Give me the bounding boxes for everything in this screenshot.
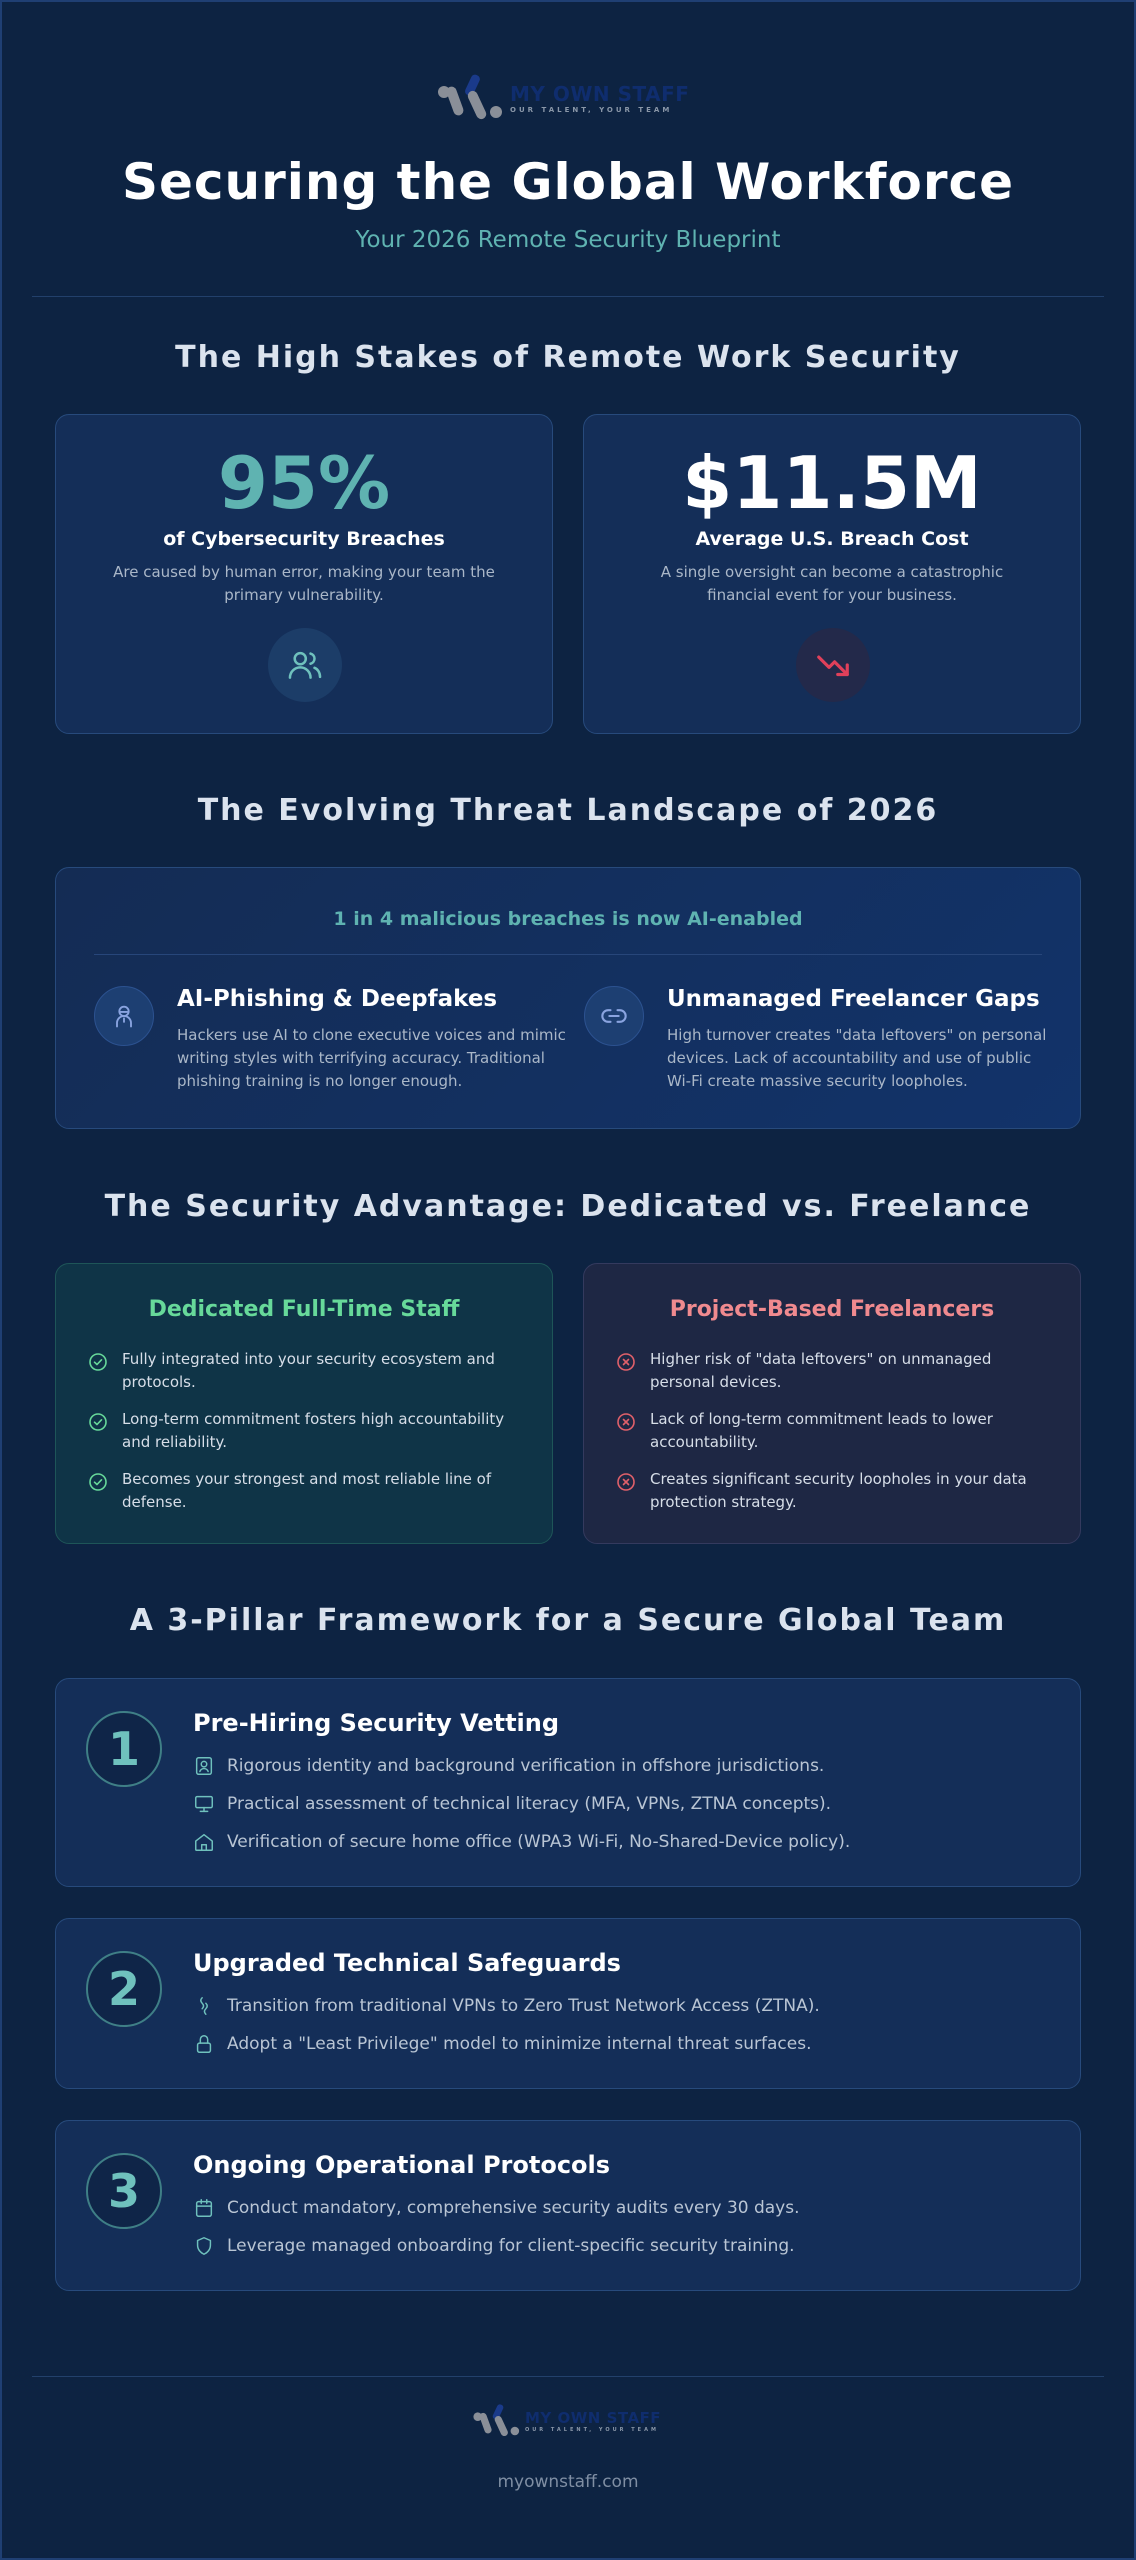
check-circle-icon	[88, 1352, 108, 1372]
footer-logo	[472, 2400, 661, 2442]
pillar-item-text: Adopt a "Least Privilege" model to minimize internal threat surfaces.	[227, 2034, 812, 2054]
list-item-text: Becomes your strongest and most reliable line of defense.	[122, 1470, 492, 1511]
brand-name: MY OWN STAFF	[525, 2409, 662, 2427]
freelance-title: Project-Based Freelancers	[669, 1297, 995, 1322]
pillar-title: Pre-Hiring Security Vetting	[193, 1709, 560, 1737]
pillar-item	[193, 2197, 1060, 2219]
stat-card-breaches	[55, 414, 553, 734]
list-item-text: Long-term commitment fosters high accountability and reliability.	[122, 1410, 505, 1451]
pillar-card-3	[55, 2120, 1081, 2291]
pillar-title: Upgraded Technical Safeguards	[193, 1949, 621, 1977]
id-badge-icon	[193, 1755, 215, 1777]
link-icon	[584, 986, 644, 1046]
list-item-text: Higher risk of "data leftovers" on unmanaged personal devices.	[650, 1350, 992, 1391]
pillar-card-1	[55, 1678, 1081, 1887]
list-item	[616, 1348, 1050, 1394]
divider	[32, 296, 1104, 297]
freelancers-card	[583, 1263, 1081, 1544]
pillar-number: 1	[86, 1711, 162, 1787]
pillar-item	[193, 1755, 1060, 1777]
brand-name: MY OWN STAFF	[510, 82, 690, 106]
list-item	[616, 1468, 1050, 1514]
divider	[94, 954, 1042, 955]
list-item-text: Creates significant security loopholes in your data protection strategy.	[650, 1470, 1027, 1511]
threats-heading: The Evolving Threat Landscape of 2026	[197, 793, 939, 828]
brand-tagline: OUR TALENT, YOUR TEAM	[525, 2427, 659, 2433]
pillar-item-text: Verification of secure home office (WPA3 Wi-Fi, No-Shared-Device policy).	[227, 1832, 851, 1852]
threat-title: AI-Phishing & Deepfakes	[177, 986, 498, 1012]
pillar-item	[193, 1793, 1060, 1815]
stat-value: $11.5M	[682, 441, 982, 525]
calendar-icon	[193, 2197, 215, 2219]
list-item-text: Lack of long-term commitment leads to lower accountability.	[650, 1410, 993, 1451]
lock-icon	[193, 2033, 215, 2055]
list-item-text: Fully integrated into your security ecosystem and protocols.	[122, 1350, 495, 1391]
stat-description: Are caused by human error, making your team the primary vulnerability.	[113, 563, 495, 604]
logo-mark-icon	[436, 70, 506, 126]
shield-icon	[193, 2235, 215, 2257]
pillar-item	[193, 1831, 1060, 1853]
network-icon	[193, 1995, 215, 2017]
list-item	[88, 1408, 522, 1454]
ai-breach-highlight: 1 in 4 malicious breaches is now AI-enabled	[333, 908, 803, 930]
pillar-number: 2	[86, 1951, 162, 2027]
pillar-item-text: Practical assessment of technical literacy (MFA, VPNs, ZTNA concepts).	[227, 1794, 832, 1814]
framework-heading: A 3-Pillar Framework for a Secure Global Team	[129, 1603, 1007, 1638]
check-circle-icon	[88, 1472, 108, 1492]
list-item	[88, 1348, 522, 1394]
list-item	[88, 1468, 522, 1514]
divider	[32, 2376, 1104, 2377]
logo-mark-icon	[472, 2400, 522, 2442]
page-subtitle: Your 2026 Remote Security Blueprint	[355, 227, 781, 253]
hacker-icon	[94, 986, 154, 1046]
brand-tagline: OUR TALENT, YOUR TEAM	[510, 106, 673, 114]
pillar-card-2	[55, 1918, 1081, 2089]
pillar-item-text: Conduct mandatory, comprehensive security audits every 30 days.	[227, 2198, 800, 2218]
dedicated-staff-card	[55, 1263, 553, 1544]
pillar-item	[193, 2235, 1060, 2257]
pillar-item-text: Rigorous identity and background verification in offshore jurisdictions.	[227, 1756, 825, 1776]
threat-landscape-card	[55, 867, 1081, 1129]
trending-down-icon	[796, 628, 870, 702]
users-icon	[268, 628, 342, 702]
pillar-item-text: Leverage managed onboarding for client-specific security training.	[227, 2236, 795, 2256]
pillar-item-text: Transition from traditional VPNs to Zero Trust Network Access (ZTNA).	[227, 1996, 820, 2016]
threat-title: Unmanaged Freelancer Gaps	[667, 986, 1040, 1012]
pillar-title: Ongoing Operational Protocols	[193, 2151, 611, 2179]
home-icon	[193, 1831, 215, 1853]
pillar-item	[193, 1995, 1060, 2017]
x-circle-icon	[616, 1472, 636, 1492]
stat-value: 95%	[217, 441, 391, 525]
check-circle-icon	[88, 1412, 108, 1432]
x-circle-icon	[616, 1352, 636, 1372]
advantage-heading: The Security Advantage: Dedicated vs. Freelance	[104, 1189, 1032, 1224]
pillar-item	[193, 2033, 1060, 2055]
stat-label: Average U.S. Breach Cost	[695, 528, 969, 550]
dedicated-title: Dedicated Full-Time Staff	[148, 1297, 460, 1322]
stakes-heading: The High Stakes of Remote Work Security	[175, 340, 961, 375]
page-title: Securing the Global Workforce	[121, 153, 1015, 211]
pillar-number: 3	[86, 2153, 162, 2229]
x-circle-icon	[616, 1412, 636, 1432]
threat-description: Hackers use AI to clone executive voices and mimic writing styles with terrifying accuracy. Traditional phishing training is no longer enough.	[177, 1026, 566, 1090]
threat-description: High turnover creates "data leftovers" on personal devices. Lack of accountability and use of public Wi-Fi create massive security loopholes.	[667, 1026, 1047, 1090]
list-item	[616, 1408, 1050, 1454]
stat-description: A single oversight can become a catastrophic financial event for your business.	[660, 563, 1004, 604]
brand-logo	[436, 70, 689, 126]
monitor-icon	[193, 1793, 215, 1815]
stat-card-cost	[583, 414, 1081, 734]
footer-url-link[interactable]: myownstaff.com	[497, 2472, 639, 2492]
stat-label: of Cybersecurity Breaches	[163, 528, 445, 550]
